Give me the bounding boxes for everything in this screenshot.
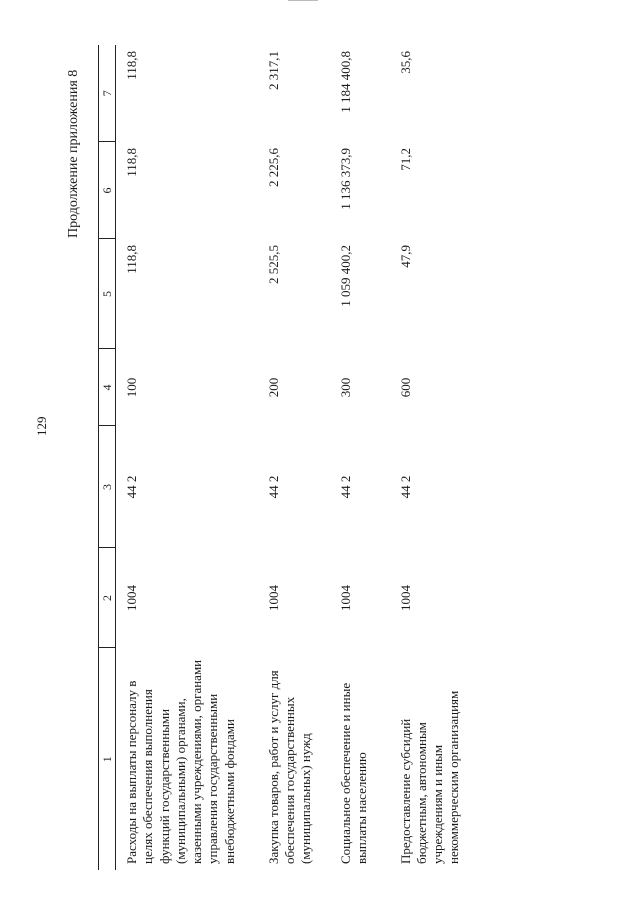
column-header-7: 7 <box>99 45 116 142</box>
table-row <box>330 45 390 870</box>
column-header-4: 4 <box>99 349 116 426</box>
column-header-6: 6 <box>99 142 116 239</box>
row-name: Предоставление субсидий бюджетным, автономным учреждениям и иным некоммерческим организациям <box>397 690 462 864</box>
row-section: 1004 <box>397 585 413 611</box>
table-row <box>116 45 258 870</box>
row-type: 600 <box>397 377 413 398</box>
row-value-7: 1 184 400,8 <box>337 51 353 113</box>
row-value-6: 118,8 <box>124 148 139 177</box>
row-value-5: 2 525,5 <box>265 245 281 284</box>
table-row <box>258 45 330 870</box>
continuation-caption: Продолжение приложения 8 <box>66 69 81 238</box>
row-name: Социальное обеспечение и иные выплаты населению <box>337 682 369 864</box>
row-value-5: 118,8 <box>124 245 139 274</box>
budget-table <box>98 45 490 870</box>
row-section: 1004 <box>265 585 281 611</box>
row-code: 44 2 <box>337 475 353 499</box>
row-value-6: 2 225,6 <box>265 148 281 187</box>
row-type: 300 <box>337 377 353 398</box>
row-value-6: 71,2 <box>397 148 413 171</box>
row-value-7: 118,8 <box>124 51 139 80</box>
page-number: 129 <box>34 416 49 436</box>
row-type: 100 <box>124 377 139 398</box>
row-value-7: 2 317,1 <box>265 51 281 90</box>
table-row <box>390 45 490 870</box>
row-code: 44 2 <box>397 475 413 499</box>
row-type: 200 <box>265 377 281 398</box>
row-name: Закупка товаров, работ и услуг для обеспечения государственных (муниципальных) нужд <box>265 670 313 864</box>
row-code: 44 2 <box>265 475 281 499</box>
row-section: 1004 <box>124 585 139 611</box>
scan-edge-mark <box>288 0 318 1</box>
row-name: Расходы на выплаты персоналу в целях обеспечения выполнения функций государственными (муниципальными) органами, казенными учреждениями, органами управления государственными внебюджетными фондами <box>124 659 237 864</box>
row-code: 44 2 <box>124 475 139 499</box>
row-value-7: 35,6 <box>397 51 413 74</box>
column-header-5: 5 <box>99 239 116 349</box>
column-header-3: 3 <box>99 426 116 548</box>
row-value-5: 47,9 <box>397 245 413 268</box>
column-header-1: 1 <box>99 648 116 870</box>
row-section: 1004 <box>337 585 353 611</box>
budget-table-rotated <box>98 45 588 870</box>
column-header-2: 2 <box>99 548 116 648</box>
row-value-5: 1 059 400,2 <box>337 245 353 307</box>
row-value-6: 1 136 373,9 <box>337 148 353 210</box>
table-header-row <box>99 45 116 870</box>
